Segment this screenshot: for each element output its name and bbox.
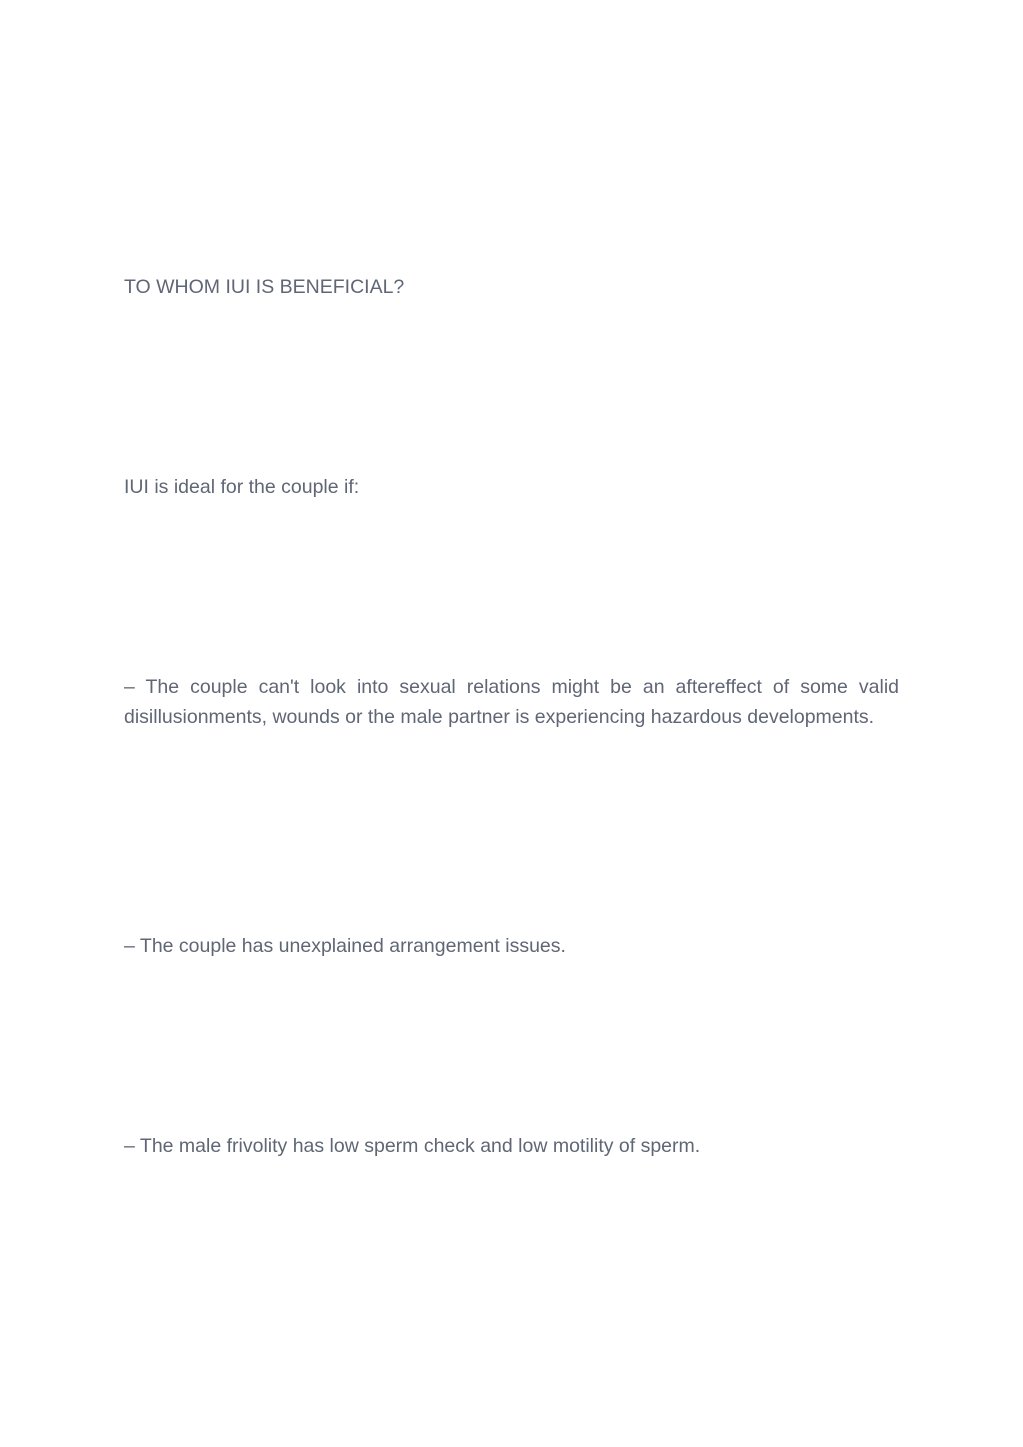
intro-paragraph: IUI is ideal for the couple if:: [124, 476, 360, 498]
section-heading: TO WHOM IUI IS BENEFICIAL?: [124, 276, 405, 298]
list-item: – The couple has unexplained arrangement issues.: [124, 935, 566, 957]
list-item: – The couple can't look into sexual relations might be an aftereffect of some valid disillusionments, wounds or the male partner is experiencing hazardous developments.: [124, 676, 899, 728]
list-item: – The male frivolity has low sperm check and low motility of sperm.: [124, 1135, 701, 1157]
